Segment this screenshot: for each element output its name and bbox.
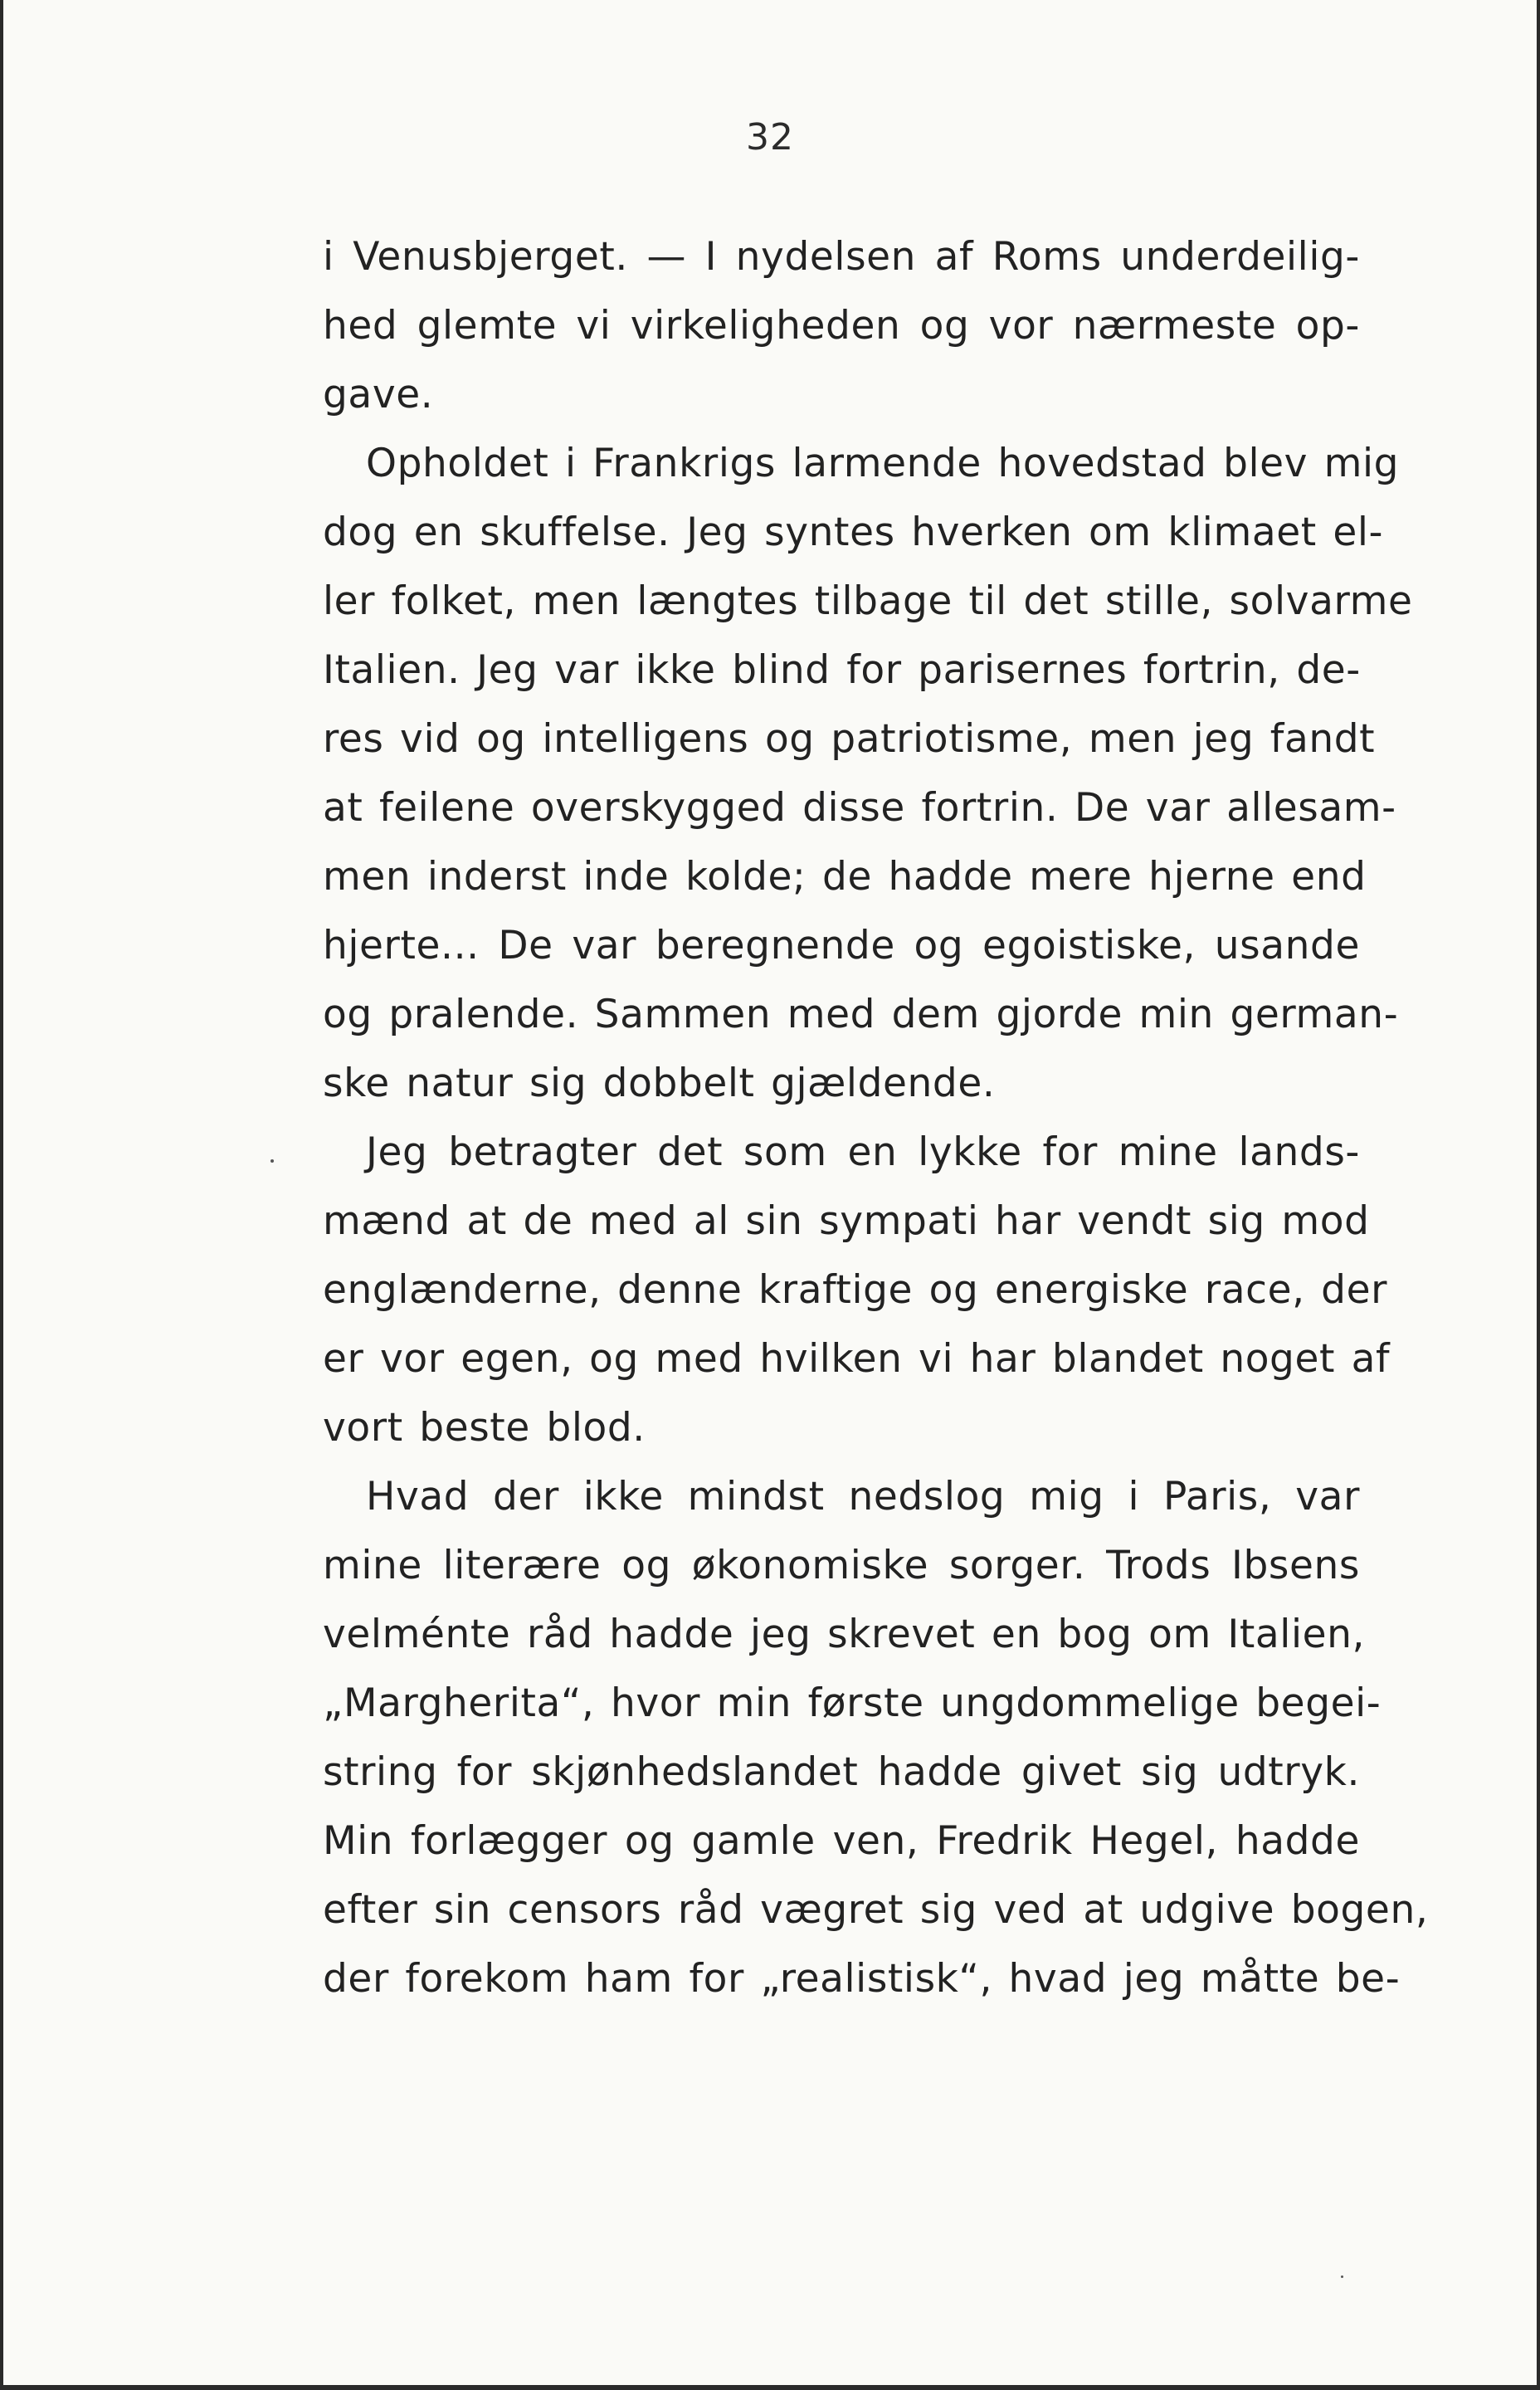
paragraph	[323, 222, 1360, 429]
print-speck	[270, 1159, 274, 1163]
text-line: men inderst inde kolde; de hadde mere hjerne end	[323, 854, 1367, 900]
text-line: ler folket, men længtes tilbage til det stille, solvarme	[323, 578, 1413, 624]
text-line: res vid og intelligens og patriotisme, men jeg fandt	[323, 716, 1376, 762]
text-line: „Margherita“, hvor min første ungdommelige begei-	[323, 1680, 1382, 1726]
text-line: Hvad der ikke mindst nedslog mig i Paris, var	[366, 1474, 1360, 1519]
text-line: gave.	[323, 372, 434, 417]
text-line: Italien. Jeg var ikke blind for parisernes fortrin, de-	[323, 647, 1361, 693]
text-line: efter sin censors råd vægret sig ved at udgive bogen,	[323, 1887, 1429, 1933]
text-line: og pralende. Sammen med dem gjorde min german-	[323, 992, 1399, 1037]
paragraph	[323, 1462, 1429, 2013]
text-line: mine literære og økonomiske sorger. Trods Ibsens	[323, 1543, 1360, 1588]
text-line: englænderne, denne kraftige og energiske race, der	[323, 1267, 1388, 1313]
text-line: string for skjønhedslandet hadde givet sig udtryk.	[323, 1749, 1360, 1795]
text-line: vort beste blod.	[323, 1405, 646, 1451]
text-line: mænd at de med al sin sympati har vendt sig mod	[323, 1198, 1370, 1244]
text-line: Min forlægger og gamle ven, Fredrik Hegel, hadde	[323, 1818, 1360, 1864]
body-text	[323, 222, 1429, 2013]
print-speck	[1341, 2275, 1343, 2278]
text-line: Jeg betragter det som en lykke for mine lands-	[366, 1129, 1360, 1175]
paragraph	[323, 1118, 1391, 1462]
text-line: i Venusbjerget. — I nydelsen af Roms underdeilig-	[323, 234, 1360, 280]
text-line: Opholdet i Frankrigs larmende hovedstad blev mig	[366, 441, 1400, 486]
text-line: dog en skuffelse. Jeg syntes hverken om klimaet el-	[323, 510, 1384, 555]
text-line: hjerte... De var beregnende og egoistiske, usande	[323, 923, 1360, 968]
text-line: at feilene overskygged disse fortrin. De var allesam-	[323, 785, 1396, 831]
text-line: hed glemte vi virkeligheden og vor nærmeste op-	[323, 303, 1360, 349]
paragraph	[323, 429, 1413, 1118]
text-line: ske natur sig dobbelt gjældende.	[323, 1061, 996, 1106]
text-line: velménte råd hadde jeg skrevet en bog om Italien,	[323, 1612, 1366, 1657]
text-line: er vor egen, og med hvilken vi har blandet noget af	[323, 1336, 1391, 1382]
page-number: 32	[746, 116, 794, 159]
text-line: der forekom ham for „realistisk“, hvad jeg måtte be-	[323, 1956, 1401, 2002]
